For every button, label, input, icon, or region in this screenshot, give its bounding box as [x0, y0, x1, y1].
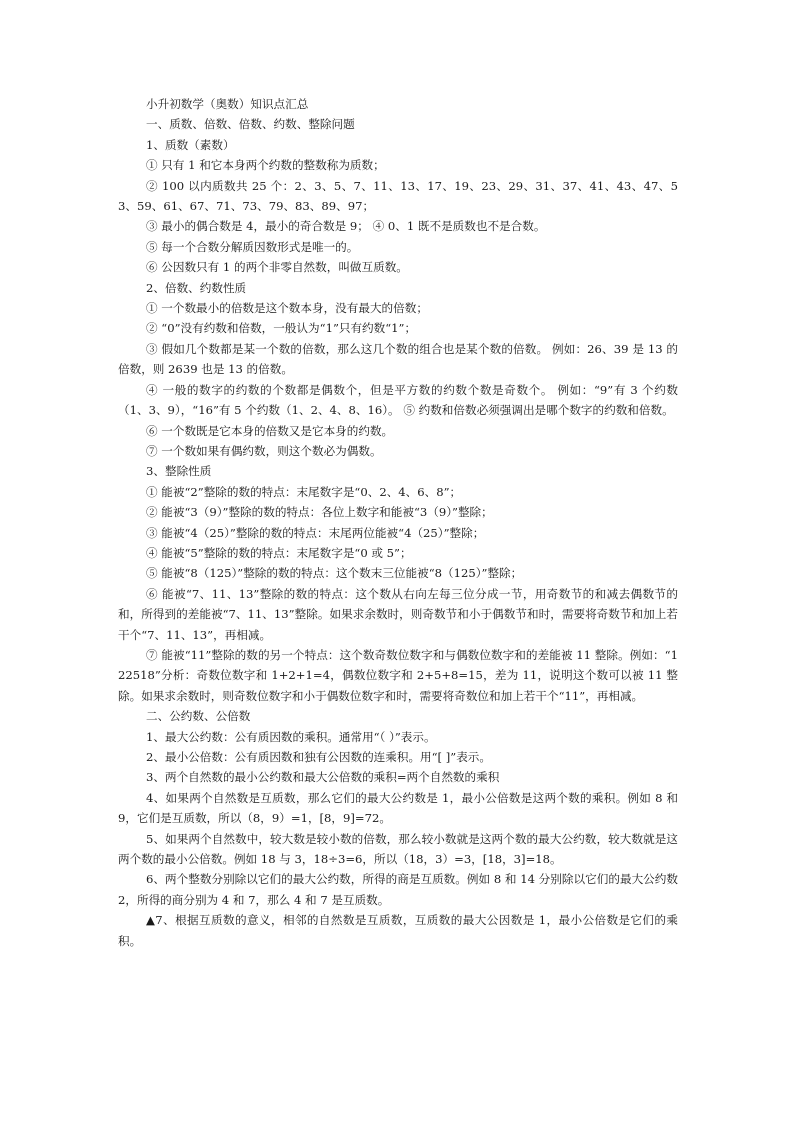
- paragraph: ① 能被“2”整除的数的特点：末尾数字是“0、2、4、6、8”；: [146, 484, 462, 499]
- document-page: [118, 94, 678, 951]
- paragraph: ▲7、根据互质数的意义，相邻的自然数是互质数，互质数的最大公因数是 1，最小公倍数是它们的乘积。: [118, 913, 678, 948]
- paragraph: 2、最小公倍数：公有质因数和独有公因数的连乘积。用“[ ]”表示。: [146, 750, 491, 764]
- paragraph: ⑥ 能被“7、11、13”整除的数的特点：这个数从右向左每三位分成一节，用奇数节的和减去偶数节的和，所得到的差能被“7、11、13”整除。如果求余数时，则奇数节和小于偶数节和时，需要将奇数节和加上若干个“7、11、13”，再相减。: [118, 586, 678, 642]
- paragraph: ③ 能被“4（25）”整除的数的特点：末尾两位能被“4（25）”整除；: [146, 525, 485, 540]
- paragraph: 1、最大公约数：公有质因数的乘积。通常用“（ ）”表示。: [146, 729, 436, 744]
- paragraph: ⑤ 能被“8（125）”整除的数的特点：这个数末三位能被“8（125）”整除；: [146, 566, 523, 581]
- paragraph: 3、整除性质: [146, 464, 212, 479]
- paragraph: ① 一个数最小的倍数是这个数本身，没有最大的倍数；: [146, 301, 428, 316]
- paragraph: ⑦ 一个数如果有偶约数，则这个数必为偶数。: [146, 443, 382, 458]
- paragraph: ⑦ 能被“11”整除的数的另一个特点：这个数奇数位数字和与偶数位数字和的差能被 11 整除。例如：“122518”分析：奇数位数字和 1+2+1=4，偶数位数字和 2+5+8=15，差为 11，说明这个数可以被 11 整除。如果求余数时，则奇数位数字和小于偶数位数字和时，需要将奇数位和加上若干个“11”，再相减。: [118, 647, 678, 703]
- paragraph: ② 能被“3（9）”整除的数的特点：各位上数字和能被“3（9）”整除；: [146, 505, 493, 520]
- paragraph: 3、两个自然数的最小公约数和最大公倍数的乘积=两个自然数的乘积: [146, 770, 500, 785]
- paragraph: 1、质数（素数）: [146, 137, 235, 152]
- paragraph: 4、如果两个自然数是互质数，那么它们的最大公约数是 1，最小公倍数是这两个数的乘积。例如 8 和 9，它们是互质数，所以（8，9）=1，[8，9]=72。: [118, 790, 678, 826]
- paragraph: ④ 能被“5”整除的数的特点：末尾数字是“0 或 5”；: [146, 545, 412, 560]
- paragraph: ② “0”没有约数和倍数，一般认为“1”只有约数“1”；: [146, 321, 417, 336]
- paragraph: 一、质数、倍数、倍数、约数、整除问题: [146, 117, 355, 132]
- paragraph: ③ 假如几个数都是某一个数的倍数，那么这几个数的组合也是某个数的倍数。 例如：26、39 是 13 的倍数，则 2639 也是 13 的倍数。: [118, 341, 678, 377]
- paragraph: 6、两个整数分别除以它们的最大公约数，所得的商是互质数。例如 8 和 14 分别除以它们的最大公约数 2，所得的商分别为 4 和 7，那么 4 和 7 是互质数。: [118, 872, 678, 907]
- paragraph: ② 100 以内质数共 25 个：2、3、5、7、11、13、17、19、23、29、31、37、41、43、47、53、59、61、67、71、73、79、83、89、97；: [118, 178, 678, 214]
- paragraph: ① 只有 1 和它本身两个约数的整数称为质数；: [146, 158, 385, 173]
- paragraph: ③ 最小的偶合数是 4，最小的奇合数是 9； ④ 0、1 既不是质数也不是合数。: [146, 219, 546, 234]
- document-title: 小升初数学（奥数）知识点汇总: [146, 97, 309, 111]
- paragraph: ⑥ 公因数只有 1 的两个非零自然数，叫做互质数。: [146, 260, 408, 275]
- paragraph: ⑥ 一个数既是它本身的倍数又是它本身的约数。: [146, 423, 394, 438]
- paragraph: 2、倍数、约数性质: [146, 280, 247, 295]
- paragraph: ④ 一般的数字的约数的个数都是偶数个，但是平方数的约数个数是奇数个。 例如：“9”有 3 个约数（1、3、9），“16”有 5 个约数（1、2、4、8、16）。 ⑤ 约数和倍数必须强调出是哪个数字的约数和倍数。: [118, 382, 678, 418]
- paragraph: 5、如果两个自然数中，较大数是较小数的倍数，那么较小数就是这两个数的最大公约数，较大数就是这两个数的最小公倍数。例如 18 与 3，18÷3=6，所以（18，3）=3，[18，3]=18。: [118, 831, 678, 867]
- paragraph: ⑤ 每一个合数分解质因数形式是唯一的。: [146, 239, 359, 254]
- paragraph: 二、公约数、公倍数: [146, 709, 251, 724]
- document-body: [118, 114, 678, 951]
